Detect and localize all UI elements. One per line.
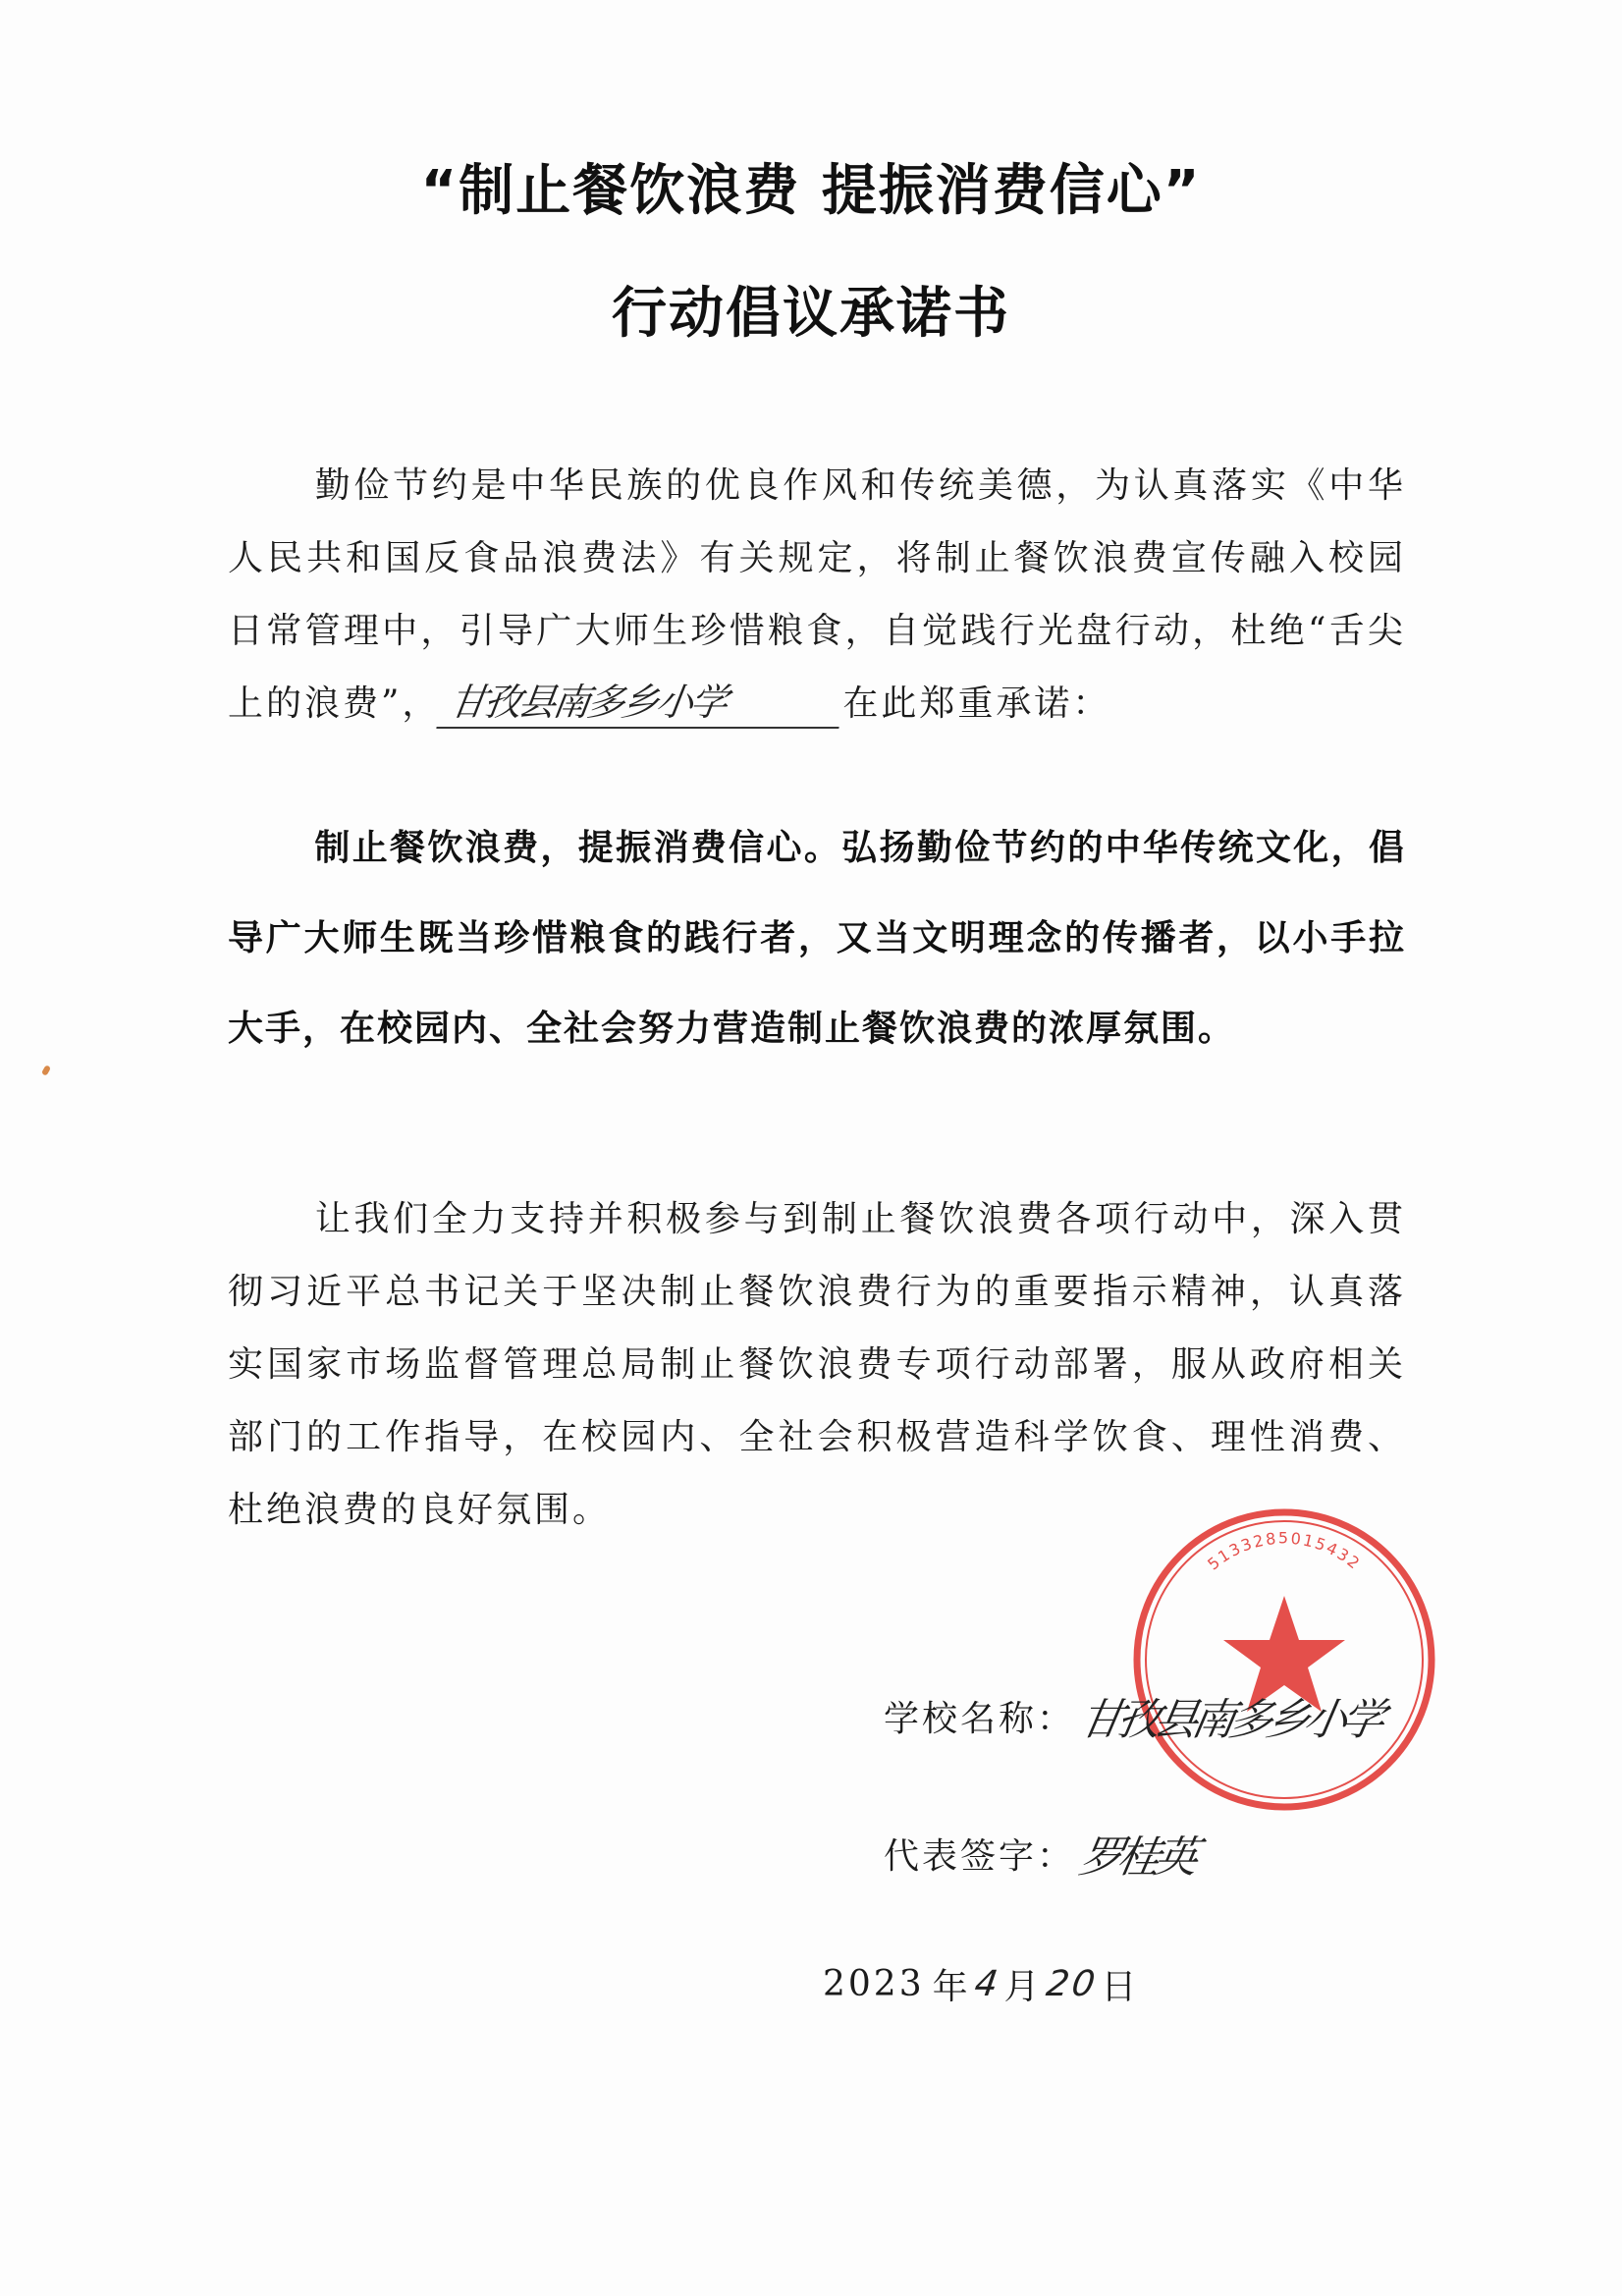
- paragraph-action: [228, 1183, 1406, 1547]
- official-seal: [1127, 1503, 1441, 1817]
- paragraph-commitment: [228, 803, 1406, 1074]
- school-name-row: [884, 1684, 1383, 1747]
- intro-text: 勤俭节约是中华民族的优良作风和传统美德，为认真落实《中华人民共和国反食品浪费法》有关规定，将制止餐饮浪费宣传融入校园日常管理中，引导广大师生珍惜粮食，自觉践行光盘行动，杜绝“舌尖上的浪费”，: [228, 465, 1406, 724]
- action-text: 让我们全力支持并积极参与到制止餐饮浪费各项行动中，深入贯彻习近平总书记关于坚决制止餐饮浪费行为的重要指示精神，认真落实国家市场监督管理总局制止餐饮浪费专项行动部署，服从政府相关部门的工作指导，在校园内、全社会积极营造科学饮食、理性消费、杜绝浪费的良好氛围。: [228, 1199, 1406, 1530]
- representative-row: [884, 1822, 1197, 1885]
- representative-label: 代表签字：: [884, 1835, 1076, 1877]
- date-month-unit: 月: [1003, 1967, 1043, 2007]
- document-title-line1: “制止餐饮浪费 提振消费信心”: [420, 159, 1202, 223]
- school-signature: 甘孜县南多乡小学: [1075, 1695, 1383, 1745]
- date-year-unit: 年: [932, 1967, 971, 2007]
- intro-text-after: 在此郑重承诺：: [842, 683, 1111, 724]
- school-label: 学校名称：: [884, 1698, 1076, 1739]
- date-month: 4: [971, 1964, 1003, 2004]
- date-row: [823, 1959, 1139, 2009]
- document-title-line2: 行动倡议承诺书: [612, 282, 1010, 346]
- paragraph-intro: [228, 450, 1406, 740]
- date-day-unit: 日: [1101, 1967, 1140, 2007]
- filled-school-name: 甘孜县南多乡小学: [437, 678, 846, 729]
- date-year: 2023: [823, 1964, 925, 2004]
- date-day: 20: [1043, 1964, 1101, 2004]
- seal-code: 5133285015432: [1204, 1528, 1365, 1574]
- scan-speck: [41, 1065, 51, 1076]
- representative-signature: 罗桂英: [1075, 1832, 1197, 1883]
- commitment-text: 制止餐饮浪费，提振消费信心。弘扬勤俭节约的中华传统文化，倡导广大师生既当珍惜粮食的践行者，又当文明理念的传播者，以小手拉大手，在校园内、全社会努力营造制止餐饮浪费的浓厚氛围。: [228, 828, 1406, 1049]
